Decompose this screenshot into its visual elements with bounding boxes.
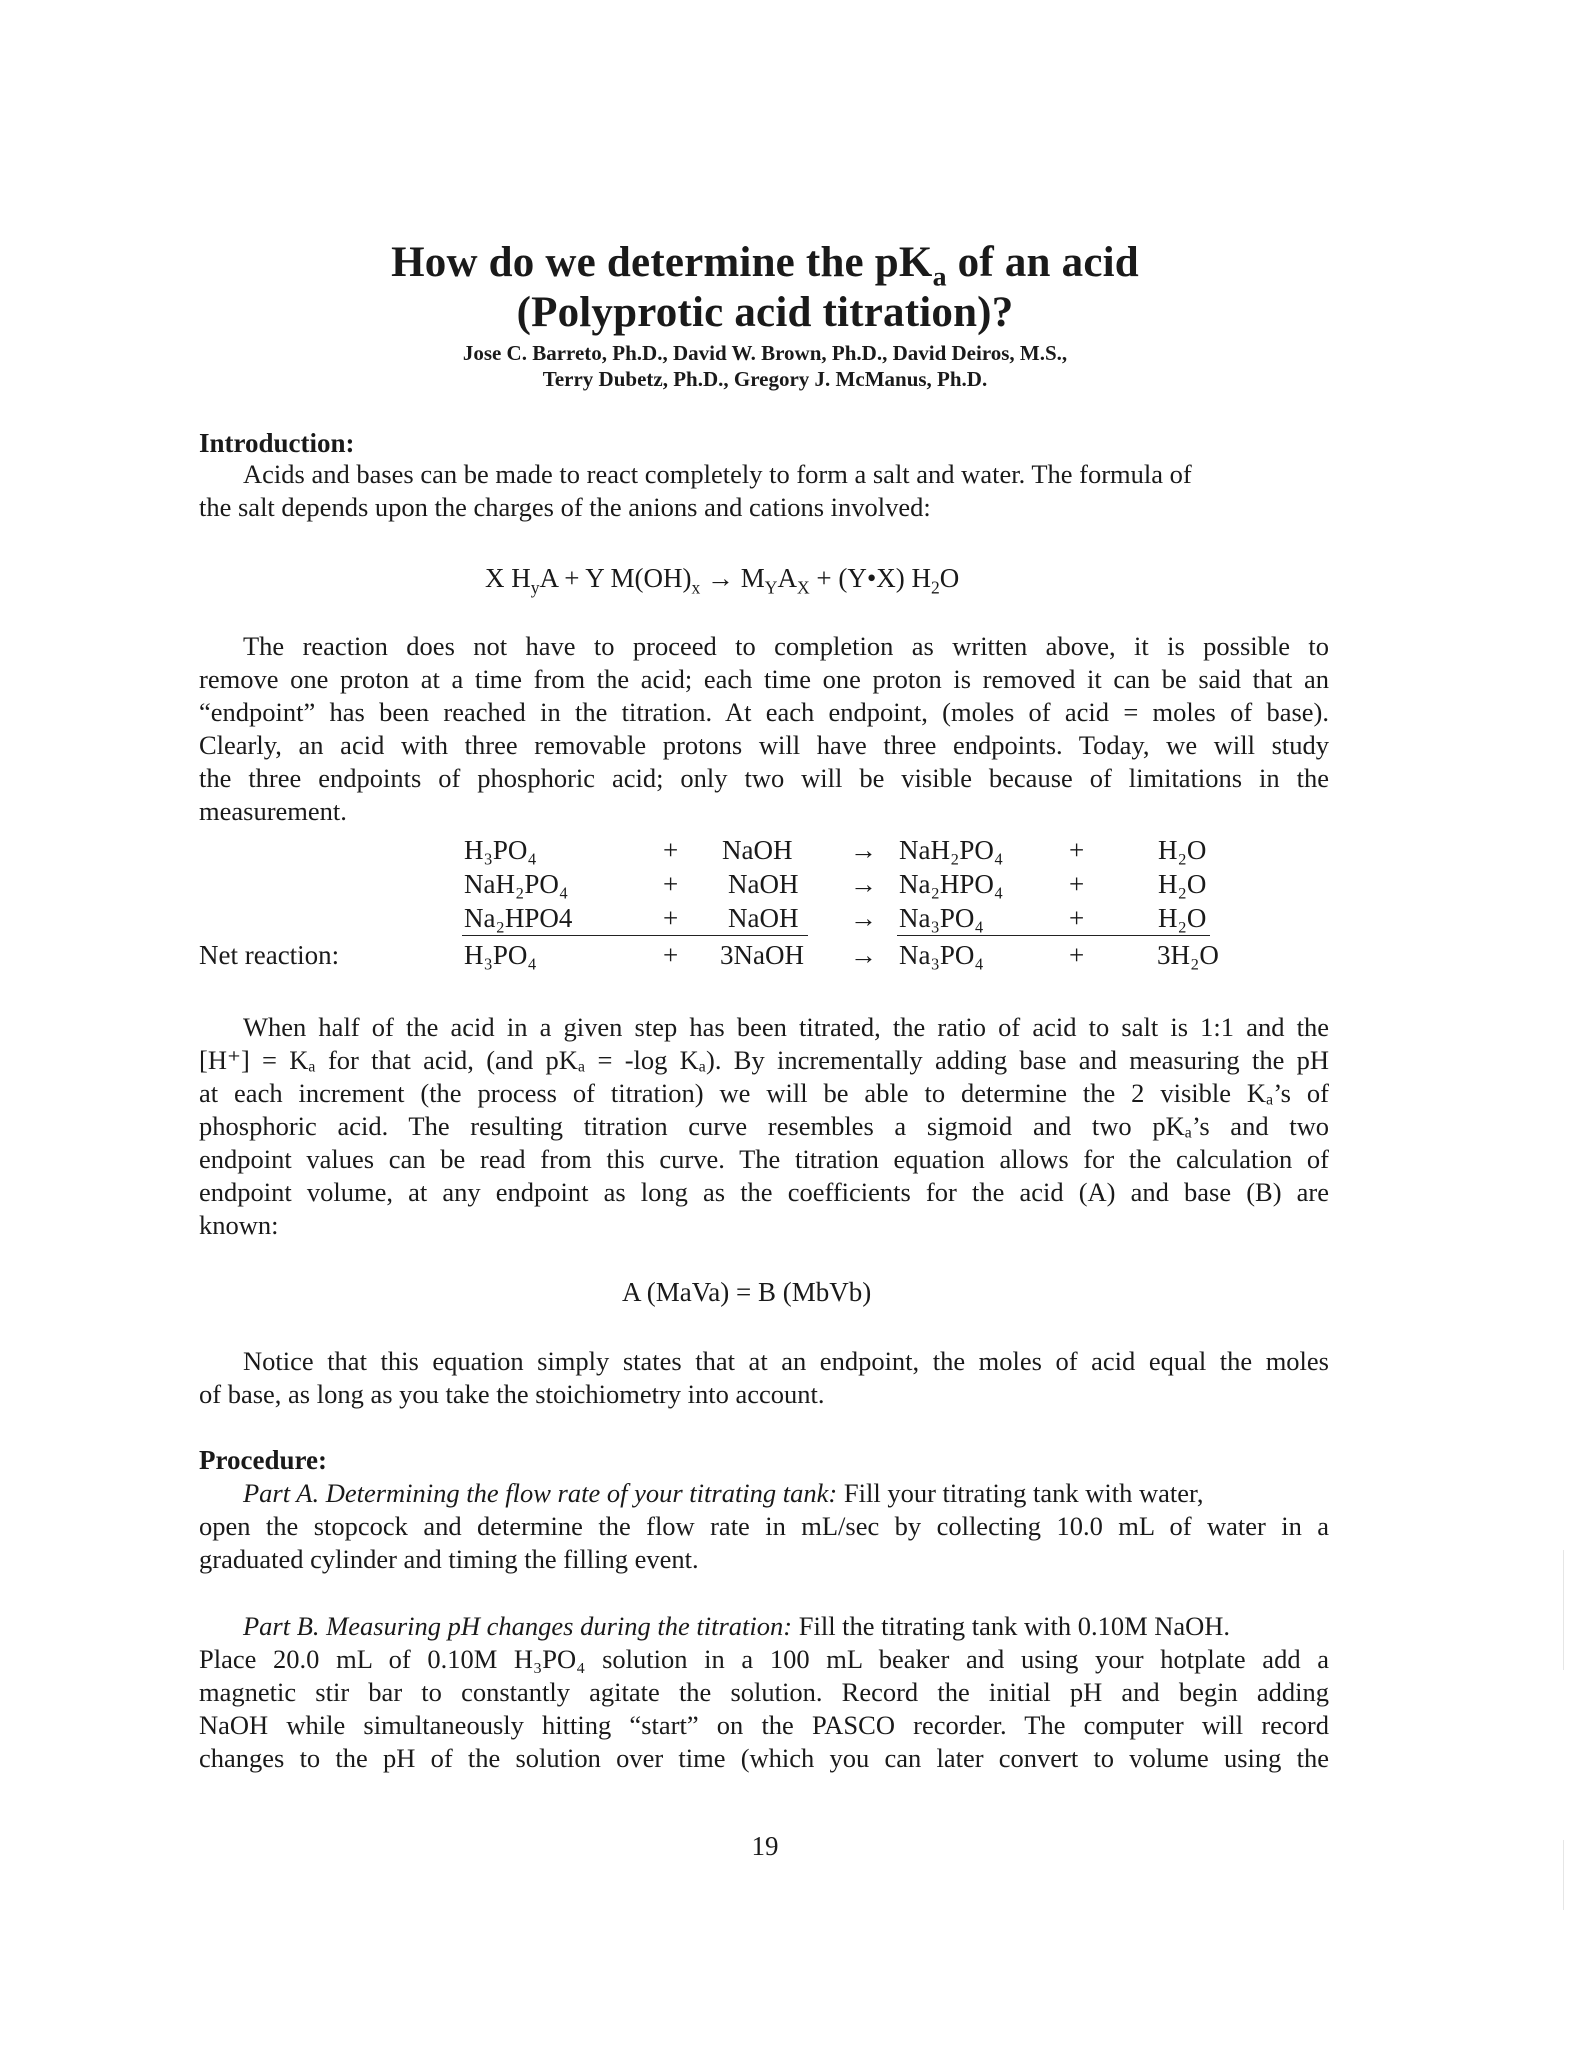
introduction-heading: Introduction:: [199, 428, 355, 458]
part-b-text: Fill the titrating tank with 0.10M NaOH.: [792, 1611, 1231, 1641]
eq-part: X H: [485, 563, 531, 593]
title-text-suffix: of an acid: [946, 239, 1139, 286]
procedure-line: Place 20.0 mL of 0.10M H₃PO₄ solution in a 100 mL beaker and using your hotplate add a: [199, 1644, 1329, 1674]
reaction-arrow: →: [850, 903, 877, 933]
intro-paragraph-line: [H⁺] = Kₐ for that acid, (and pKₐ = -log Kₐ). By incrementally adding base and measuring the pH: [199, 1045, 1329, 1075]
underline-rule: [897, 935, 1210, 936]
procedure-line: NaOH while simultaneously hitting “start” on the PASCO recorder. The computer will record: [199, 1710, 1329, 1740]
procedure-line: changes to the pH of the solution over time (which you can later convert to volume using the: [199, 1743, 1329, 1773]
title-text: How do we determine the pK: [391, 239, 933, 286]
intro-paragraph-line: the salt depends upon the charges of the anions and cations involved:: [199, 492, 931, 522]
procedure-line: magnetic stir bar to constantly agitate the solution. Record the initial pH and begin adding: [199, 1677, 1329, 1707]
reaction-plus: +: [1069, 869, 1085, 899]
net-reaction-label: Net reaction:: [199, 940, 340, 970]
reaction-arrow: →: [850, 940, 877, 970]
reaction-salt: Na₂HPO₄: [899, 869, 1004, 899]
underline-rule: [462, 935, 808, 936]
eq-sub: y: [530, 577, 540, 598]
procedure-line: open the stopcock and determine the flow rate in mL/sec by collecting 10.0 mL of water in a: [199, 1511, 1329, 1541]
reaction-salt: Na₃PO₄: [899, 940, 984, 970]
page-number: 19: [751, 1831, 779, 1861]
reaction-arrow: →: [850, 869, 877, 899]
intro-paragraph-line: endpoint values can be read from this curve. The titration equation allows for the calculation of: [199, 1144, 1329, 1174]
reaction-plus: +: [1069, 903, 1085, 933]
intro-paragraph-line: Clearly, an acid with three removable protons will have three endpoints. Today, we will study: [199, 730, 1329, 760]
titration-equation: A (MaVa) = B (MbVb): [622, 1277, 872, 1307]
reaction-water: H₂O: [1158, 869, 1207, 899]
reaction-salt: NaH₂PO₄: [899, 835, 1004, 865]
reaction-acid: H₃PO₄: [464, 940, 537, 970]
scan-edge-mark: [1563, 1550, 1564, 1670]
reaction-base: NaOH: [728, 869, 799, 899]
intro-paragraph-line: endpoint volume, at any endpoint as long as the coefficients for the acid (A) and base (B) are: [199, 1177, 1329, 1207]
eq-part: A + Y M(OH): [539, 563, 692, 593]
authors-line-2: Terry Dubetz, Ph.D., Gregory J. McManus, Ph.D.: [542, 367, 988, 391]
eq-part: O: [939, 563, 960, 593]
intro-paragraph-line: measurement.: [199, 796, 347, 826]
reaction-salt: Na₃PO₄: [899, 903, 984, 933]
scan-edge-mark: [1563, 1840, 1564, 1910]
reaction-plus: +: [1069, 940, 1085, 970]
reaction-arrow: →: [850, 835, 877, 865]
reaction-plus: +: [663, 903, 679, 933]
intro-paragraph-line: of base, as long as you take the stoichiometry into account.: [199, 1379, 825, 1409]
part-a-label: Part A. Determining the flow rate of your titrating tank:: [243, 1478, 838, 1508]
eq-part: A: [777, 563, 797, 593]
intro-paragraph-line: “endpoint” has been reached in the titration. At each endpoint, (moles of acid = moles of base).: [199, 697, 1329, 727]
eq-part: + (Y•X) H: [809, 563, 932, 593]
part-b-first-line: [243, 1610, 1329, 1643]
eq-sub: 2: [931, 577, 940, 598]
reaction-water: 3H₂O: [1157, 940, 1219, 970]
part-a-first-line: [243, 1477, 1329, 1510]
intro-paragraph-line: Acids and bases can be made to react completely to form a salt and water. The formula of: [243, 459, 1192, 489]
reaction-plus: +: [1069, 835, 1085, 865]
eq-part: → M: [700, 563, 765, 593]
reaction-acid: NaH₂PO₄: [464, 869, 569, 899]
reaction-water: H₂O: [1158, 835, 1207, 865]
reaction-water: H₂O: [1158, 903, 1207, 933]
reaction-plus: +: [663, 835, 679, 865]
part-b-label: Part B. Measuring pH changes during the titration:: [243, 1611, 793, 1641]
eq-sub: X: [796, 577, 810, 598]
intro-paragraph-line: Notice that this equation simply states that at an endpoint, the moles of acid equal the moles: [243, 1346, 1329, 1376]
intro-paragraph-line: at each increment (the process of titration) we will be able to determine the 2 visible Kₐ’s of: [199, 1078, 1329, 1108]
reaction-acid: H₃PO₄: [464, 835, 537, 865]
reaction-plus: +: [663, 940, 679, 970]
intro-paragraph-line: phosphoric acid. The resulting titration curve resembles a sigmoid and two pKₐ’s and two: [199, 1111, 1329, 1141]
intro-paragraph-line: remove one proton at a time from the acid; each time one proton is removed it can be said that an: [199, 664, 1329, 694]
reaction-base: 3NaOH: [720, 940, 804, 970]
intro-paragraph-line: The reaction does not have to proceed to completion as written above, it is possible to: [243, 631, 1329, 661]
eq-sub: x: [691, 577, 701, 598]
procedure-line: graduated cylinder and timing the filling event.: [199, 1544, 699, 1574]
neutralization-equation: [485, 563, 960, 598]
intro-paragraph-line: the three endpoints of phosphoric acid; only two will be visible because of limitations in the: [199, 763, 1329, 793]
title-line-2: (Polyprotic acid titration)?: [516, 289, 1014, 336]
intro-paragraph-line: When half of the acid in a given step has been titrated, the ratio of acid to salt is 1:1 and the: [243, 1012, 1329, 1042]
reaction-plus: +: [663, 869, 679, 899]
reaction-acid: Na₂HPO4: [464, 903, 573, 933]
title-subscript: a: [932, 261, 947, 293]
procedure-heading: Procedure:: [199, 1445, 327, 1475]
authors-line-1: Jose C. Barreto, Ph.D., David W. Brown, Ph.D., David Deiros, M.S.,: [462, 341, 1068, 365]
intro-paragraph-line: known:: [199, 1210, 279, 1240]
eq-sub: Y: [764, 577, 778, 598]
part-a-text: Fill your titrating tank with water,: [837, 1478, 1204, 1508]
reaction-base: NaOH: [728, 903, 799, 933]
title-line-1: [0, 238, 1530, 293]
reaction-base: NaOH: [722, 835, 793, 865]
